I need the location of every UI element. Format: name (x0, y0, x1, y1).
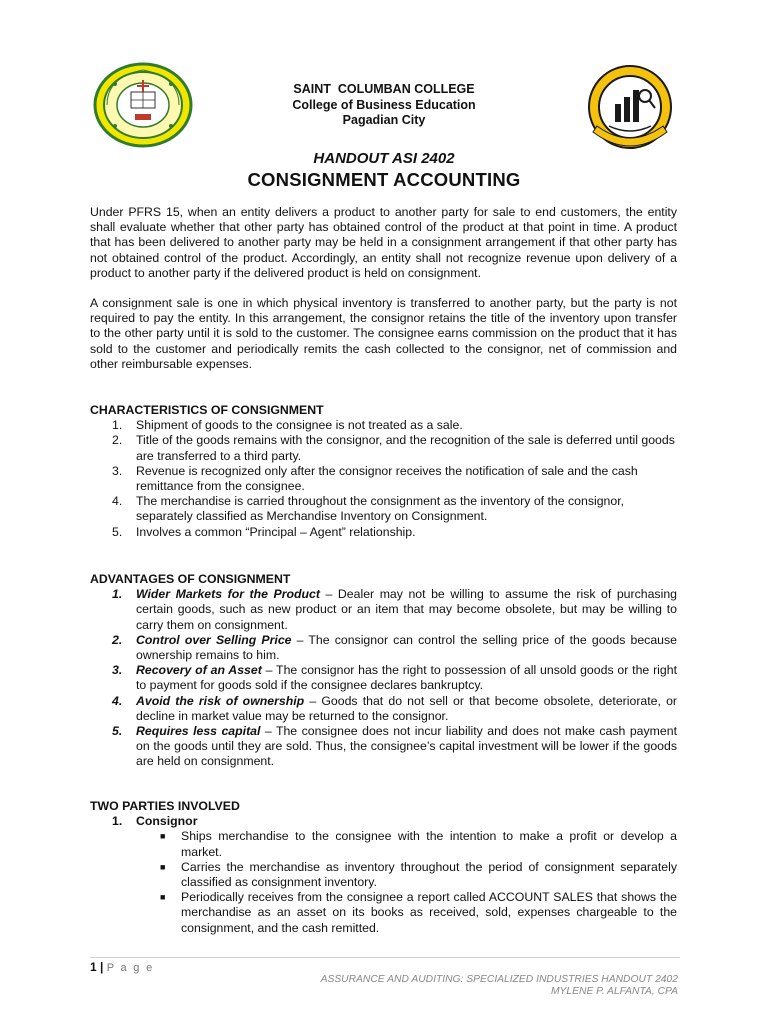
list-item (90, 814, 677, 829)
bullet-text: Periodically receives from the consignee a report called ACCOUNT SALES that shows the merchandise as an asset on its books as received, sold, expenses chargeable to the consignment, and the cash remitted. (181, 890, 677, 935)
footer-course-title: ASSURANCE AND AUDITING: SPECIALIZED INDUSTRIES HANDOUT 2402 (320, 974, 678, 985)
item-label: Requires less capital (136, 724, 261, 739)
advantages-section (90, 572, 677, 770)
item-number: 1. (112, 418, 123, 433)
item-number: 2. (112, 632, 123, 647)
item-label: Control over Selling Price (136, 632, 292, 647)
list-item (90, 663, 677, 693)
page-separator: | (100, 960, 104, 974)
list-item (90, 724, 677, 770)
square-bullet-icon: ■ (160, 831, 166, 842)
bullet-text: Carries the merchandise as inventory throughout the period of consignment separately classified as consignment inventory. (181, 859, 677, 890)
list-item (90, 494, 677, 524)
page-word: P a g e (106, 962, 154, 974)
item-number: 2. (112, 433, 123, 448)
intro-section (90, 205, 677, 281)
section-heading: ADVANTAGES OF CONSIGNMENT (90, 572, 291, 586)
list-item (90, 587, 677, 633)
item-text: – The consignor can control the selling price of the goods because ownership remains to him. (136, 632, 677, 663)
item-text: – Dealer may not be willing to assume the risk of purchasing certain goods, such as new product or an item that may become obsolete, but may be willing to carry them on consignment. (136, 587, 677, 632)
page-number-value: 1 (90, 960, 97, 974)
college-name: College of Business Education (292, 97, 476, 112)
intro-paragraph: Under PFRS 15, when an entity delivers a product to another party for sale to end customers, the entity shall evaluate whether that other party has obtained control of the product at that point in time. A product that has been delivered to another party may be held in a consignment arrangement if that other party has not obtained control of the product. Accordingly, an entity shall not recognize revenue upon delivery of a product to another party if the delivered product is held on consignment. (90, 205, 677, 280)
bullet-item (90, 829, 677, 859)
square-bullet-icon: ■ (160, 892, 166, 903)
page-title: CONSIGNMENT ACCOUNTING (247, 169, 521, 190)
intro-section-2 (90, 296, 677, 372)
item-text: Revenue is recognized only after the consignor receives the notification of sale and the cash remittance from the consignee. (136, 463, 638, 494)
item-label: Avoid the risk of ownership (136, 693, 305, 708)
item-number: 5. (112, 524, 123, 539)
bullet-item (90, 890, 677, 936)
section-heading: CHARACTERISTICS OF CONSIGNMENT (90, 403, 324, 417)
school-name: SAINT COLUMBAN COLLEGE (293, 82, 475, 96)
list-item (90, 464, 677, 494)
list-item (90, 525, 677, 540)
item-text: Shipment of goods to the consignee is not treated as a sale. (136, 418, 463, 433)
item-number: 4. (112, 494, 123, 509)
item-text: Title of the goods remains with the consignor, and the recognition of the sale is deferred until goods are transferred to a third party. (136, 433, 675, 463)
page-number (90, 960, 154, 974)
item-label: Wider Markets for the Product (136, 587, 320, 602)
list-item (90, 433, 677, 463)
item-number: 3. (112, 463, 123, 478)
item-number: 4. (112, 693, 123, 708)
item-number: 5. (112, 724, 123, 739)
section-heading: TWO PARTIES INVOLVED (90, 799, 240, 813)
list-item (90, 694, 677, 724)
parties-section (90, 799, 677, 936)
footer-author: MYLENE P. ALFANTA, CPA (550, 986, 678, 997)
footer-credits (321, 974, 678, 998)
footer-divider (90, 957, 680, 958)
intro-paragraph: A consignment sale is one in which physical inventory is transferred to another party, but the party is not required to pay the entity. In this arrangement, the consignor retains the title of the inventory upon transfer to the other party until it is sold to the customer. The consignee earns commission on the product that it has sold to the customer and periodically remits the cash collected to the consignor, net of commission and other reimbursable expenses. (90, 296, 677, 371)
bullet-item (90, 860, 677, 890)
characteristics-section (90, 403, 677, 540)
item-text: – The consignee does not incur liability and does not make cash payment on the goods until they are sold. Thus, the consignee’s capital investment will be lower if the goods are held on consignment. (136, 724, 677, 769)
item-text: The merchandise is carried throughout the consignment as the inventory of the consignor, separately classified as Merchandise Inventory on Consignment. (136, 494, 625, 524)
city-name: Pagadian City (342, 113, 426, 127)
item-number: 3. (112, 663, 123, 678)
item-label: Recovery of an Asset (136, 663, 262, 678)
item-text: – Goods that do not sell or that become obsolete, deteriorate, or decline in market value may be returned to the consignor. (136, 693, 678, 723)
item-text: – The consignor has the right to possession of all unsold goods or the right to payment for goods sold if the consignee declares bankruptcy. (136, 663, 677, 693)
bullet-text: Ships merchandise to the consignee with the intention to make a profit or develop a market. (181, 829, 677, 859)
item-number: 1. (112, 587, 123, 602)
list-item (90, 633, 677, 663)
handout-code: HANDOUT ASI 2402 (313, 150, 455, 167)
square-bullet-icon: ■ (160, 861, 166, 872)
school-header (0, 82, 768, 129)
item-number: 1. (112, 814, 123, 829)
item-text: Involves a common “Principal – Agent” relationship. (136, 524, 416, 539)
party-name: Consignor (136, 814, 198, 829)
list-item (90, 418, 677, 433)
